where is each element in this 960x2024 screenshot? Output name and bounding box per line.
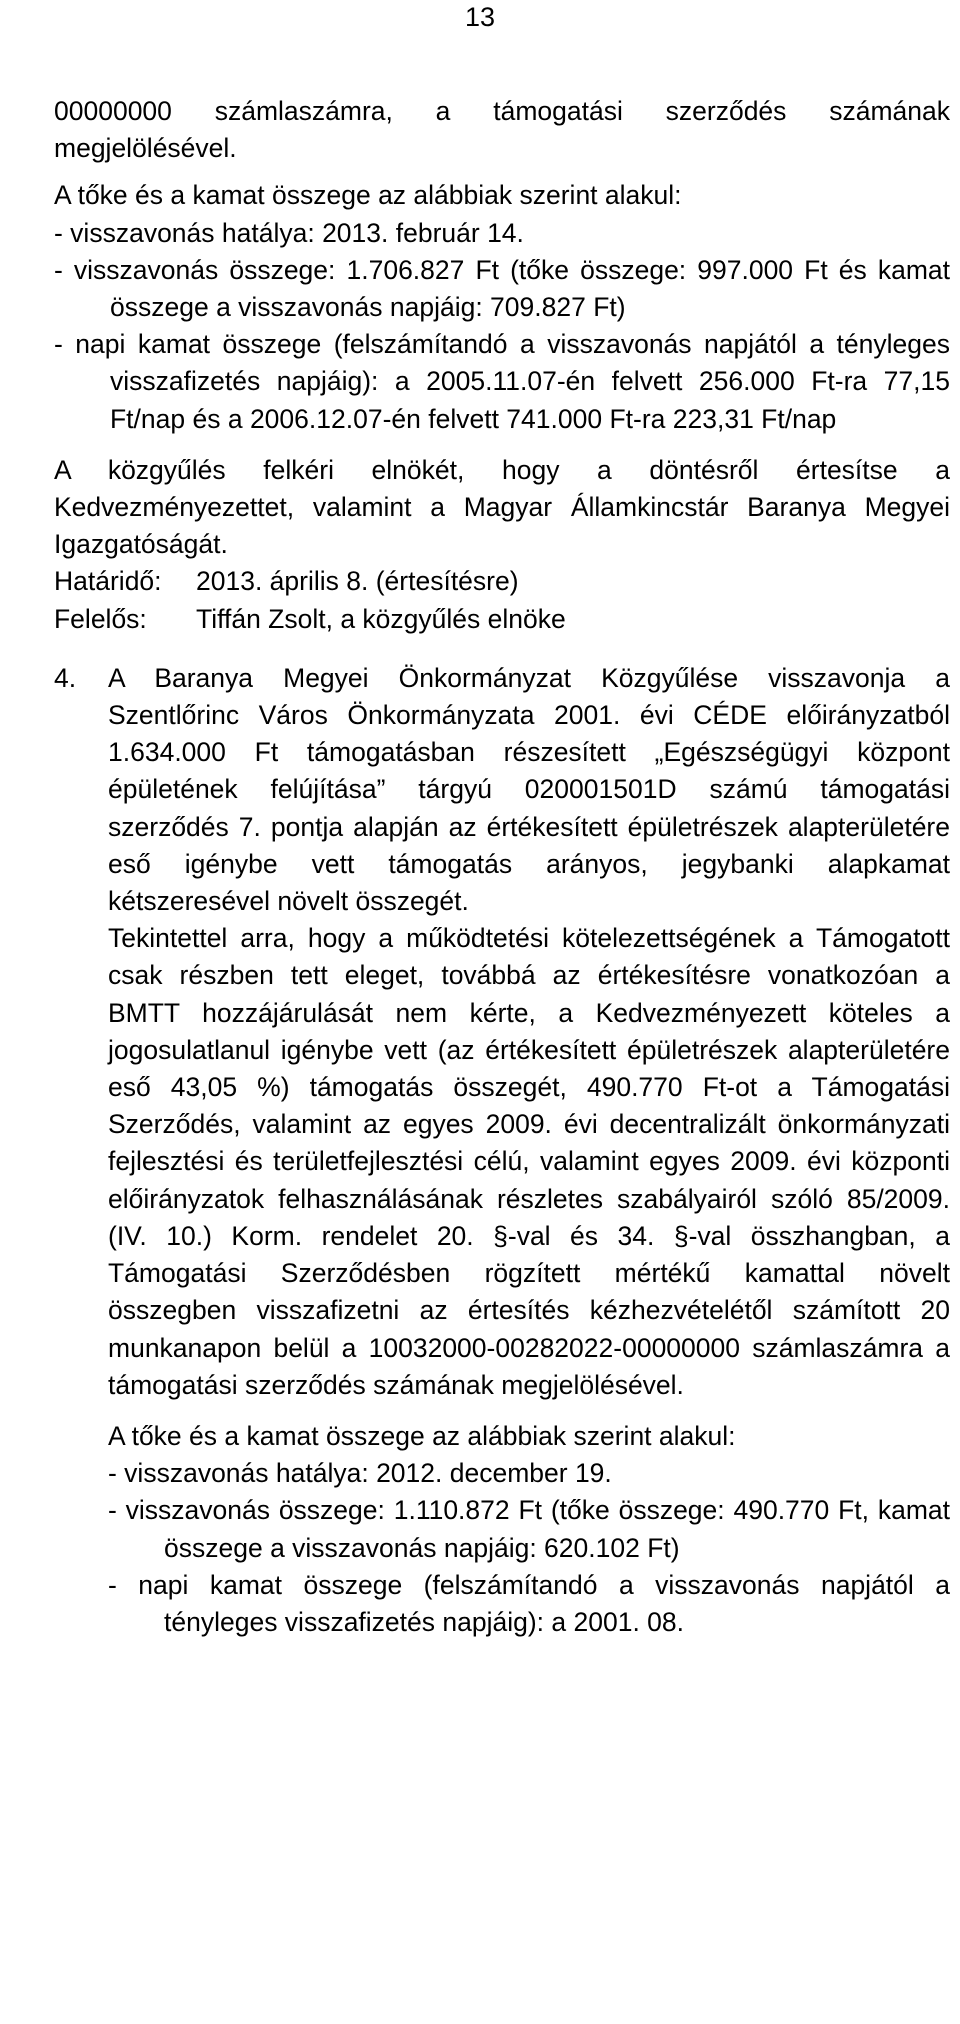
continuation-paragraph: 00000000 számlaszámra, a támogatási szerződés számának megjelölésével. [54, 96, 950, 164]
responsible-row [54, 601, 950, 638]
section-4 [54, 660, 950, 1641]
list-item: - visszavonás hatálya: 2012. december 19. [108, 1458, 612, 1489]
responsible-value: Tiffán Zsolt, a közgyűlés elnöke [196, 603, 566, 634]
list-item: - visszavonás összege: 1.706.827 Ft (tőke összege: 997.000 Ft és kamat összege a visszavonás napjáig: 709.827 Ft) [54, 254, 950, 323]
capital-interest-heading: A tőke és a kamat összege az alábbiak szerint alakul: [108, 1420, 736, 1451]
deadline-label: Határidő: [54, 566, 162, 597]
notice-paragraph: A közgyűlés felkéri elnökét, hogy a döntésről értesítse a Kedvezményezettet, valamint a Magyar Államkincstár Baranya Megyei Igazgatóságát. [54, 454, 950, 560]
list-item: - napi kamat összege (felszámítandó a visszavonás napjától a tényleges visszafizetés napjáig): a 2005.11.07-én felvett 256.000 Ft-ra 77,15 Ft/nap és a 2006.12.07-én felvett 741.000 Ft-ra 223,31 Ft/nap [54, 329, 950, 434]
list-item: - napi kamat összege (felszámítandó a visszavonás napjától a tényleges visszafizetés napjáig): a 2001. 08. [108, 1569, 950, 1637]
list-item: - visszavonás hatálya: 2013. február 14. [54, 217, 524, 248]
responsible-label: Felelős: [54, 603, 147, 634]
section-number: 4. [54, 662, 77, 693]
deadline-row [54, 563, 950, 600]
capital-interest-heading: A tőke és a kamat összege az alábbiak szerint alakul: [54, 180, 682, 211]
page-number: 13 [464, 2, 496, 32]
document-body [54, 93, 950, 1641]
deadline-value: 2013. április 8. (értesítésre) [196, 566, 519, 597]
section-paragraph: Tekintettel arra, hogy a működtetési kötelezettségének a Támogatott csak részben tett eleget, továbbá az értékesítésre vonatkozóan a BMTT hozzájárulását nem kérte, a Kedvezményezett köteles a jogosulatlanul igénybe vett (az értékesített épületrészek alapterületére eső 43,05 %) támogatás összegét, 490.770 Ft-ot a Támogatási Szerződés, valamint az egyes 2009. évi decentralizált önkormányzati fejlesztési és területfejlesztési célú, valamint egyes 2009. évi központi előirányzatok felhasználásának részletes szabályairól szóló 85/2009. (IV. 10.) Korm. rendelet 20. §-val és 34. §-val összhangban, a Támogatási Szerződésben rögzített mértékű kamattal növelt összegben visszafizetni az értesítés kézhezvételétől számított 20 munkanapon belül a 10032000-00282022-00000000 számlaszámra a támogatási szerződés számának megjelölésével. [108, 923, 950, 1400]
list-item: - visszavonás összege: 1.110.872 Ft (tőke összege: 490.770 Ft, kamat összege a visszavonás napjáig: 620.102 Ft) [108, 1495, 950, 1563]
section-paragraph: A Baranya Megyei Önkormányzat Közgyűlése visszavonja a Szentlőrinc Város Önkormányzata 2001. évi CÉDE előirányzatból 1.634.000 Ft támogatásban részesített „Egészségügyi központ épületének felújítása” tárgyú 020001501D számú támogatási szerződés 7. pontja alapján az értékesített épületrészek alapterületére eső igénybe vett támogatás arányos, jegybanki alapkamat kétszeresével növelt összegét. [108, 662, 950, 917]
